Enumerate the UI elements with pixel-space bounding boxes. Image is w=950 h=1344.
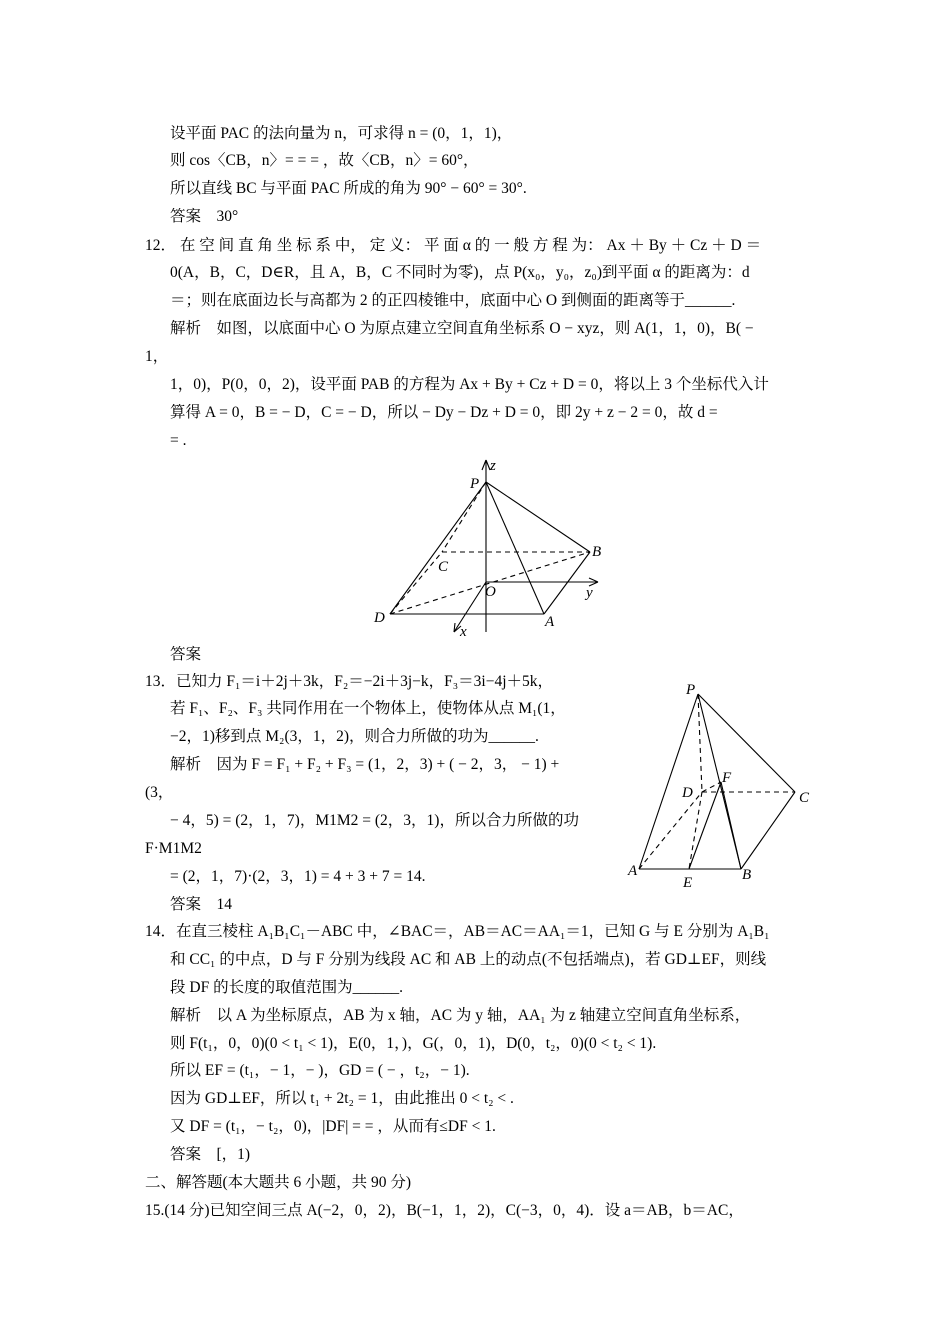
- text-line: 则 cos〈CB，n〉= = = ，故〈CB，n〉= 60°，: [170, 152, 479, 169]
- z-axis-arrow: [482, 460, 486, 470]
- solution-label: 解析 因为 F = F₁ + F₂ + F₃ = (1，2，3) + ( − 2，3， − 1) +: [170, 756, 560, 773]
- label-D: D: [374, 610, 385, 626]
- label-B: B: [742, 867, 752, 883]
- segment-EF: [689, 782, 721, 869]
- edge-PA: [639, 694, 698, 869]
- text-line: 1，: [145, 348, 169, 365]
- pyramid-figure-13: [625, 676, 825, 896]
- text-line: 算得 A = 0，B = − D，C = − D，所以 − Dy − Dz + D = 0，即 2y + z − 2 = 0，故 d =: [170, 404, 718, 421]
- text-line: 所以直线 BC 与平面 PAC 所成的角为 90° − 60° = 30°.: [170, 180, 527, 197]
- label-P: P: [470, 476, 480, 492]
- label-C: C: [438, 559, 449, 575]
- segment-DE: [689, 792, 702, 869]
- segment-FB: [721, 782, 741, 869]
- text-line: (3，: [145, 784, 174, 801]
- answer-label: 答案 30°: [170, 208, 239, 225]
- label-A: A: [545, 614, 555, 630]
- text-line: 段 DF 的长度的取值范围为______.: [170, 979, 403, 996]
- label-P: P: [686, 682, 696, 698]
- label-z: z: [490, 458, 496, 474]
- edge-PC: [698, 694, 795, 792]
- text-line: 0(A，B，C，D∈R，且 A，B，C 不同时为零)，点 P(x₀，y₀，z₀)到平面 α 的距离为：d: [170, 264, 750, 281]
- label-E: E: [683, 875, 693, 891]
- edge-DC: [390, 552, 442, 614]
- text-line: 因为 GD⊥EF，所以 t₁ + 2t₂ = 1，由此推出 0 < t₂ < .: [170, 1090, 514, 1107]
- label-F: F: [722, 770, 732, 786]
- text-line: ＝；则在底面边长与高都为 2 的正四棱锥中，底面中心 O 到侧面的距离等于______.: [170, 292, 736, 309]
- diagonal-DB: [390, 552, 590, 614]
- text-line: 和 CC₁ 的中点，D 与 F 分别为线段 AC 和 AB 上的动点(不包括端点)，若 GD⊥EF，则线: [170, 951, 767, 968]
- answer-label: 答案 14: [170, 896, 233, 913]
- problem-13: 13．已知力 F₁＝i＋2j＋3k，F₂＝−2i＋3j−k，F₃＝3i−4j＋5k，: [145, 673, 554, 690]
- solution-label: 解析 如图，以底面中心 O 为原点建立空间直角坐标系 O − xyz，则 A(1，1，0)，B( −: [170, 320, 754, 337]
- edge-PD: [390, 482, 486, 614]
- text-line: = (2，1，7)·(2，3，1) = 4 + 3 + 7 = 14.: [170, 868, 426, 885]
- label-A: A: [628, 863, 638, 879]
- y-axis-arrow: [589, 578, 598, 582]
- edge-AD: [639, 792, 702, 869]
- text-line: 所以 EF = (t₁，− 1，− )，GD = ( − ，t₂，− 1).: [170, 1062, 470, 1079]
- label-y: y: [586, 585, 593, 601]
- pyramid-figure-12: [370, 452, 610, 642]
- label-x: x: [460, 624, 467, 640]
- edge-AB: [544, 552, 590, 614]
- problem-14: 14．在直三棱柱 A₁B₁C₁－ABC 中，∠BAC＝，AB＝AC＝AA₁＝1，已知 G 与 E 分别为 A₁B₁: [145, 923, 770, 940]
- text-line: F·M1M2: [145, 840, 202, 857]
- edge-PC: [442, 482, 486, 552]
- label-B: B: [592, 544, 602, 560]
- label-O: O: [485, 584, 496, 600]
- section-heading: 二、解答题(本大题共 6 小题，共 90 分): [145, 1174, 412, 1191]
- answer-label: 答案 [，1): [170, 1146, 251, 1163]
- solution-label: 解析 以 A 为坐标原点，AB 为 x 轴，AC 为 y 轴，AA₁ 为 z 轴建立空间直角坐标系，: [170, 1007, 751, 1024]
- text-line: = .: [170, 432, 187, 449]
- label-D: D: [682, 785, 693, 801]
- label-C: C: [799, 790, 810, 806]
- problem-15: 15.(14 分)已知空间三点 A(−2，0，2)，B(−1，1，2)，C(−3，0，4)．设 a＝AB，b＝AC，: [145, 1202, 744, 1219]
- text-line: 则 F(t₁，0，0)(0 < t₁ < 1)，E(0，1，)，G(，0，1)，D(0，t₂，0)(0 < t₂ < 1).: [170, 1035, 657, 1052]
- text-line: 若 F₁、F₂、F₃ 共同作用在一个物体上，使物体从点 M₁(1，: [170, 700, 566, 717]
- text-line: −2，1)移到点 M₂(3，1，2)，则合力所做的功为______.: [170, 728, 539, 745]
- text-line: 设平面 PAC 的法向量为 n，可求得 n = (0，1，1)，: [170, 125, 513, 142]
- text-line: 1，0)，P(0，0，2)，设平面 PAB 的方程为 Ax + By + Cz + D = 0，将以上 3 个坐标代入计: [170, 376, 769, 393]
- problem-12: 12． 在 空 间 直 角 坐 标 系 中， 定 义： 平 面 α 的 一 般 方 程 为： Ax ＋ By ＋ Cz ＋ D ＝: [145, 237, 762, 254]
- answer-label: 答案: [170, 646, 202, 663]
- edge-BC: [741, 792, 795, 869]
- text-line: 又 DF = (t₁，− t₂，0)，|DF| = = ，从而有≤DF < 1.: [170, 1118, 496, 1135]
- text-line: − 4，5) = (2，1，7)，M1M2 = (2，3，1)，所以合力所做的功: [170, 812, 579, 829]
